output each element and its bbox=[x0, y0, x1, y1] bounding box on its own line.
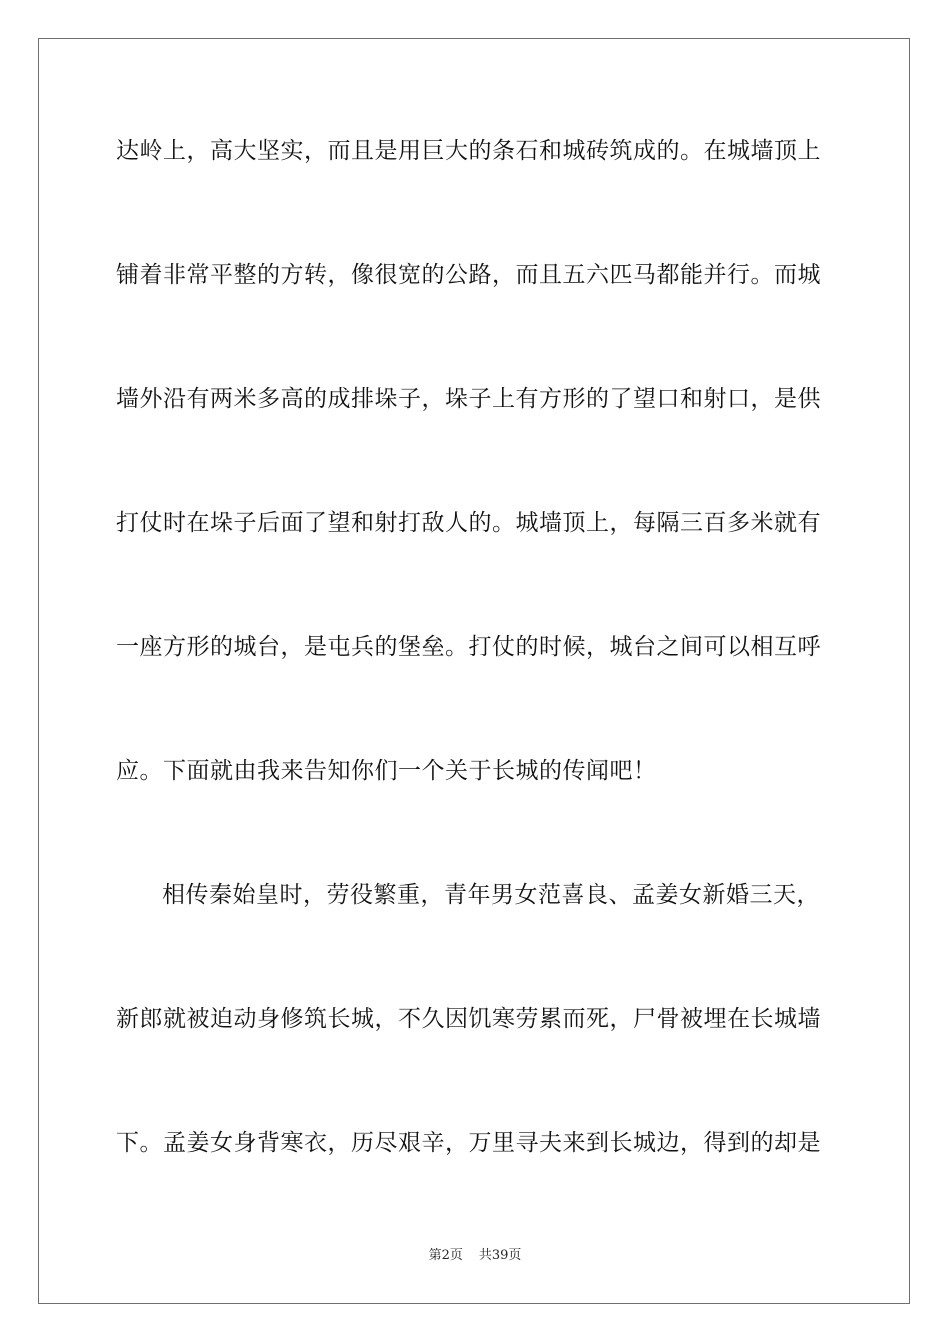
text-line: 应。下面就由我来告知你们一个关于长城的传闻吧！ bbox=[116, 758, 657, 784]
document-body bbox=[116, 128, 836, 1244]
text-line: 打仗时在垛子后面了望和射打敌人的。城墙顶上，每隔三百多米就有 bbox=[116, 510, 821, 536]
text-line: 新郎就被迫动身修筑长城，不久因饥寒劳累而死，尸骨被埋在长城墙 bbox=[116, 1006, 821, 1032]
text-line: 墙外沿有两米多高的成排垛子，垛子上有方形的了望口和射口，是供 bbox=[116, 386, 821, 412]
paragraph-first-line: 相传秦始皇时，劳役繁重，青年男女范喜良、孟姜女新婚三天， bbox=[162, 882, 820, 908]
text-line: 铺着非常平整的方转，像很宽的公路，而且五六匹马都能并行。而城 bbox=[116, 262, 821, 288]
page-footer bbox=[0, 1246, 950, 1266]
page-number: 第2页 bbox=[428, 1248, 463, 1263]
text-line: 下。孟姜女身背寒衣，历尽艰辛，万里寻夫来到长城边，得到的却是 bbox=[116, 1130, 821, 1156]
text-line: 达岭上，高大坚实，而且是用巨大的条石和城砖筑成的。在城墙顶上 bbox=[116, 138, 821, 164]
text-line: 一座方形的城台，是屯兵的堡垒。打仗的时候，城台之间可以相互呼 bbox=[116, 634, 821, 660]
page-total: 共39页 bbox=[478, 1248, 522, 1263]
